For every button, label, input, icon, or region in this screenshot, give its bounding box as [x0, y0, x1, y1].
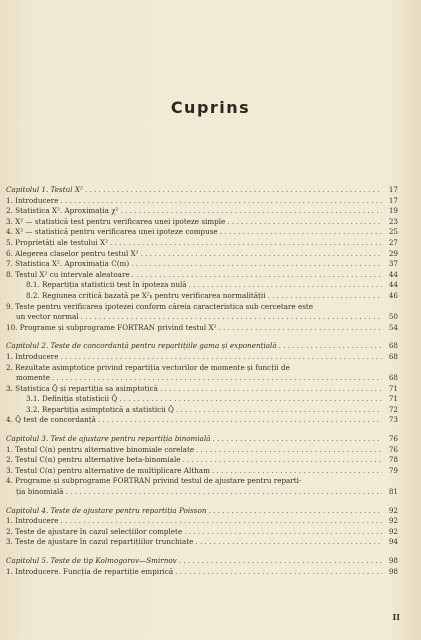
toc-page-number: 68	[388, 373, 398, 383]
toc-entry-label: 4. X² — statistică pentru verificarea unei ipoteze compuse	[6, 227, 218, 237]
toc-entry	[6, 567, 398, 578]
toc-leader-dots	[268, 291, 382, 302]
toc-entry-label: 1. Testul C(α) pentru alternative binomiale corelate	[6, 444, 195, 454]
toc-leader-dots	[85, 185, 382, 196]
toc-leader-dots	[131, 259, 382, 270]
toc-entry	[6, 352, 398, 363]
toc-leader-dots	[119, 394, 382, 405]
toc-page-number: 29	[388, 248, 398, 258]
toc-entry	[6, 445, 398, 456]
toc-leader-dots	[110, 238, 382, 249]
toc-entry-label: 3. Statistica Q̂ și repartiția sa asimptotică	[6, 383, 158, 393]
toc-chapter-entry	[6, 341, 398, 352]
toc-entry-label: 4. Programe și subprograme FORTRAN privind testul de ajustare pentru reparti-	[6, 476, 302, 486]
toc-leader-dots	[132, 270, 382, 281]
toc-entry	[6, 537, 398, 548]
toc-leader-dots	[60, 516, 382, 527]
toc-entry	[6, 238, 398, 249]
toc-entry-label: un vector normal	[16, 312, 79, 322]
toc-page-number: 73	[388, 415, 398, 425]
section-gap	[6, 498, 398, 506]
toc-page-number: 92	[388, 505, 398, 515]
toc-page-number: 68	[388, 341, 398, 351]
toc-leader-dots	[179, 556, 382, 567]
toc-leader-dots	[98, 415, 382, 426]
section-gap	[6, 333, 398, 341]
toc-leader-dots	[60, 352, 382, 363]
toc-leader-dots	[66, 487, 382, 498]
toc-entry-label: 8. Testul X² cu intervale aleatoare	[6, 269, 130, 279]
toc-page-number: 46	[388, 290, 398, 300]
toc-leader-dots	[212, 466, 382, 477]
toc-entry	[6, 291, 398, 302]
toc-entry	[6, 384, 398, 395]
toc-entry-label: 6. Alegerea claselor pentru testul X²	[6, 248, 139, 258]
toc-entry	[6, 466, 398, 477]
toc-entry	[6, 206, 398, 217]
toc-entry-label: 9. Teste pentru verificarea ipotezei conform căreia caracteristica sub cercetare este	[6, 301, 314, 311]
toc-page-number: 92	[388, 526, 398, 536]
toc-page-number: 54	[388, 322, 398, 332]
page-number: II	[392, 612, 400, 622]
toc-leader-dots	[183, 455, 382, 466]
toc-chapter-entry	[6, 506, 398, 517]
toc-entry-label: Capitolul 5. Teste de tip Kolmogorov—Smirnov	[6, 556, 177, 565]
toc-page-number: 68	[388, 351, 398, 361]
toc-leader-dots	[196, 445, 382, 456]
toc-page-number: 72	[388, 404, 398, 414]
toc-leader-dots	[60, 196, 382, 207]
toc-chapter-entry	[6, 185, 398, 196]
toc-entry-label: ția binomială	[16, 487, 64, 497]
toc-page-number: 79	[388, 465, 398, 475]
toc-entry-label: 2. Testul C(α) pentru alternative beta-binomiale	[6, 455, 181, 465]
toc-entry-label: 3. Testul C(α) pentru alternative de multiplicare Altham	[6, 465, 210, 475]
toc-page-number: 92	[388, 516, 398, 526]
toc-leader-dots	[220, 227, 382, 238]
table-of-contents	[6, 185, 398, 577]
toc-entry	[6, 527, 398, 538]
toc-leader-dots	[160, 384, 382, 395]
toc-page-number: 19	[388, 206, 398, 216]
toc-entry-label: Capitolul 2. Teste de concordanță pentru repartițiile gama și exponențială	[6, 341, 277, 351]
toc-entry-label: 1. Introducere	[6, 516, 59, 526]
toc-leader-dots	[120, 206, 382, 217]
toc-page-number: 17	[388, 185, 398, 194]
toc-entry-label: 7. Statistica X². Aproximația C(m)	[6, 259, 130, 269]
toc-page-number: 44	[388, 269, 398, 279]
toc-entry-label: 3. Teste de ajustare în cazul repartițiilor trunchiate	[6, 537, 194, 547]
toc-leader-dots	[227, 217, 382, 228]
toc-entry	[6, 196, 398, 207]
toc-entry	[6, 405, 398, 416]
toc-entry	[6, 270, 398, 281]
toc-leader-dots	[208, 506, 382, 517]
toc-leader-dots	[52, 373, 382, 384]
section-gap	[6, 548, 398, 556]
toc-entry	[6, 455, 398, 466]
toc-entry-label: 1. Introducere. Funcția de repartiție empirică	[6, 566, 174, 576]
toc-leader-dots	[175, 567, 382, 578]
toc-page-number: 94	[388, 537, 398, 547]
toc-leader-dots	[279, 341, 382, 352]
toc-entry-label: 3.2. Repartiția asimptotică a statisticii Q̂	[26, 404, 174, 414]
toc-entry	[6, 487, 398, 498]
toc-page-number: 98	[388, 566, 398, 576]
toc-leader-dots	[213, 434, 382, 445]
toc-entry	[6, 302, 398, 313]
toc-entry	[6, 312, 398, 323]
toc-entry	[6, 363, 398, 374]
toc-entry-label: Capitolul 3. Test de ajustare pentru repartiția binomială	[6, 434, 211, 444]
toc-entry-label: 2. Teste de ajustare în cazul selecțiilor complete	[6, 526, 183, 536]
toc-leader-dots	[141, 249, 382, 260]
toc-entry-label: 5. Proprietăți ale testului X²	[6, 237, 108, 247]
toc-entry-label: Capitolul 1. Testul X²	[6, 185, 83, 194]
toc-chapter-entry	[6, 434, 398, 445]
toc-leader-dots	[195, 537, 382, 548]
toc-page-number: 50	[388, 312, 398, 322]
toc-page-number: 71	[388, 394, 398, 404]
toc-entry	[6, 415, 398, 426]
toc-entry	[6, 259, 398, 270]
toc-entry-label: 8.1. Repartiția statisticii test în ipoteza nulă	[26, 280, 187, 290]
toc-entry	[6, 373, 398, 384]
toc-page-number: 76	[388, 444, 398, 454]
toc-entry-label: 3.1. Definiția statisticii Q̂	[26, 394, 118, 404]
toc-entry-label: 2. Rezultate asimptotice privind repartiția vectorilor de momente și funcții de	[6, 362, 290, 372]
toc-page-number: 25	[388, 227, 398, 237]
toc-entry-label: 8.2. Regiunea critică bazată pe X²ᵦ pentru verificarea normalității	[26, 290, 266, 300]
toc-page-number: 81	[388, 487, 398, 497]
toc-page-number: 37	[388, 259, 398, 269]
toc-entry	[6, 280, 398, 291]
toc-page-number: 78	[388, 455, 398, 465]
toc-page-number: 17	[388, 195, 398, 205]
toc-entry-label: 3. X² — statistică test pentru verificarea unei ipoteze simple	[6, 216, 226, 226]
toc-entry-label: 1. Introducere	[6, 195, 59, 205]
toc-entry-label: momente	[16, 373, 50, 383]
toc-chapter-entry	[6, 556, 398, 567]
toc-entry	[6, 227, 398, 238]
toc-entry-label: 2. Statistica X². Aproximația χ²	[6, 206, 119, 216]
toc-entry-label: Capitolul 4. Teste de ajustare pentru repartiția Poisson	[6, 505, 207, 515]
toc-page-number: 44	[388, 280, 398, 290]
toc-entry-label: 1. Introducere	[6, 351, 59, 361]
toc-leader-dots	[219, 323, 383, 334]
toc-entry-label: 4. Q̂ test de concordanță	[6, 415, 96, 425]
toc-leader-dots	[184, 527, 382, 538]
toc-leader-dots	[189, 280, 382, 291]
toc-page-number: 27	[388, 237, 398, 247]
toc-leader-dots	[81, 312, 382, 323]
section-gap	[6, 426, 398, 434]
toc-leader-dots	[176, 405, 382, 416]
toc-entry-label: 10. Programe și subprograme FORTRAN privind testul X²	[6, 322, 217, 332]
toc-page-number: 98	[388, 556, 398, 565]
toc-entry	[6, 476, 398, 487]
toc-entry	[6, 323, 398, 334]
toc-page-number: 23	[388, 216, 398, 226]
page-title: Cuprins	[170, 98, 251, 117]
toc-page-number: 76	[388, 434, 398, 444]
toc-entry	[6, 249, 398, 260]
toc-entry	[6, 516, 398, 527]
toc-entry	[6, 394, 398, 405]
toc-entry	[6, 217, 398, 228]
toc-page-number: 71	[388, 383, 398, 393]
